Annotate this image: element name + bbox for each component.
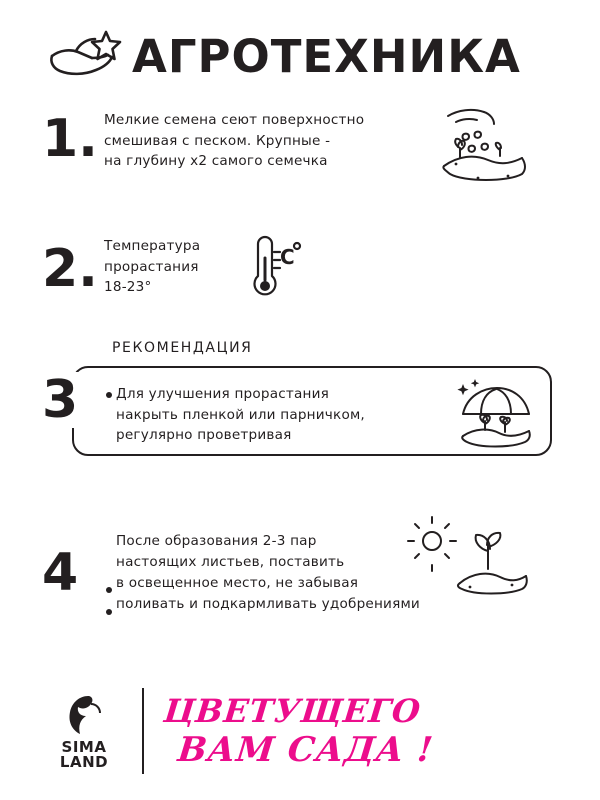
footer: [0, 688, 600, 774]
step-text-1: Мелкие семена сеют поверхностно смешивая с песком. Крупные - на глубину x2 самого семечка: [104, 112, 365, 170]
page-title: АГРОТЕХНИКА: [132, 29, 521, 83]
slogan-line-2: ВАМ САДА !: [176, 730, 436, 770]
step-row-4: [0, 507, 600, 637]
greenhouse-cover-sparkle-icon: [455, 378, 537, 448]
step-text-3: Для улучшения прорастания накрыть пленкой или парничком, регулярно проветривая: [116, 386, 365, 444]
step-row-1: [0, 104, 600, 188]
sima-land-bird-icon: [58, 692, 110, 738]
bullet-dot: [106, 587, 112, 593]
sowing-seeds-soil-icon: [438, 102, 534, 188]
brand-block: [40, 692, 128, 771]
steps-list: [0, 104, 600, 637]
recommendation-label: РЕКОМЕНДАЦИЯ: [112, 340, 253, 356]
slogan: [162, 692, 436, 770]
sun-sprout-pot-icon: [400, 515, 530, 600]
brand-name: SIMA LAND: [59, 737, 109, 771]
svg-text:C: C: [280, 245, 295, 269]
bullet-dot: [106, 609, 112, 615]
bullet-dot: [106, 392, 112, 398]
step-row-2: [0, 228, 600, 306]
slogan-line-1: ЦВЕТУЩЕГО: [162, 692, 424, 730]
step-row-3: [0, 340, 600, 485]
hand-holding-sprout-star-icon: [40, 26, 124, 86]
step-number-3: 3: [42, 372, 84, 428]
step-text-4: После образования 2-3 пар настоящих листьев, поставить в освещенное место, не забывая поливать и подкармливать удобрениями: [116, 533, 420, 612]
thermometer-celsius-icon: [240, 228, 302, 306]
step-number-4: 4: [42, 543, 79, 603]
step-number-2: 2.: [42, 238, 98, 299]
footer-divider: [142, 688, 144, 774]
step-text-2: Температура прорастания 18-23°: [104, 238, 201, 296]
step-number-1: 1.: [42, 109, 98, 169]
header: [0, 0, 600, 86]
